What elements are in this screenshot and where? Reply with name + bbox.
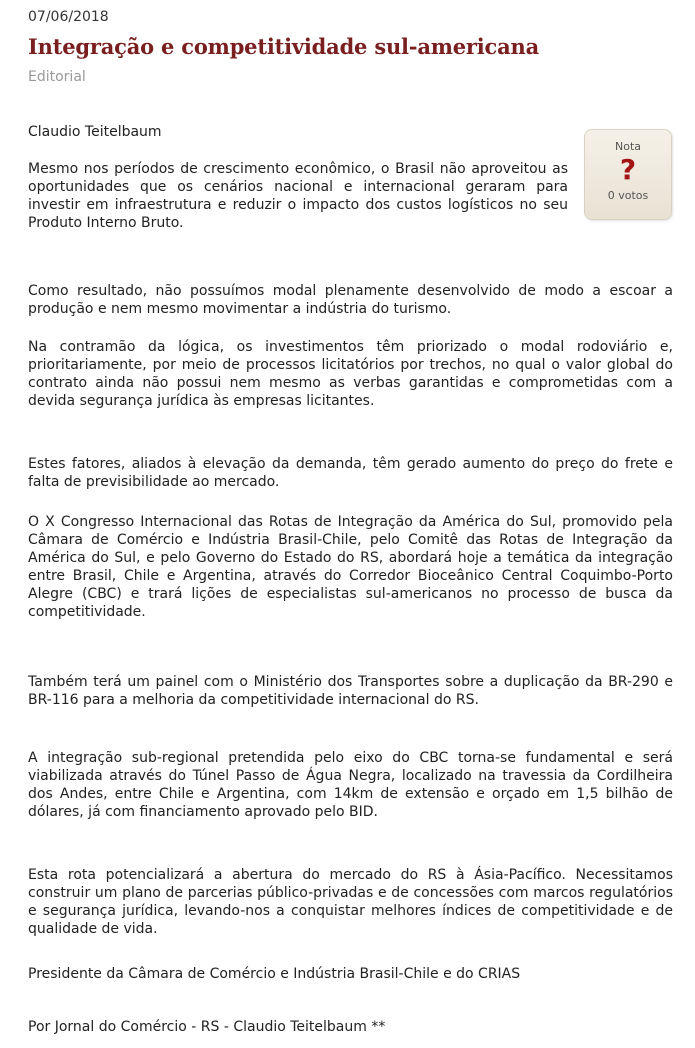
rating-box[interactable]: [584, 129, 672, 220]
rating-question-mark: ?: [619, 153, 637, 186]
article-section: Editorial: [28, 69, 86, 85]
paragraph: Mesmo nos períodos de crescimento econômico, o Brasil não aproveitou as oportunidades que os cenários nacional e internacional geraram para investir em infraestrutura e reduzir o impacto dos custos logísticos no seu Produto Interno Bruto.: [28, 161, 568, 231]
article-source: Por Jornal do Comércio - RS - Claudio Teitelbaum **: [28, 1019, 386, 1035]
paragraph: A integração sub-regional pretendida pelo eixo do CBC torna-se fundamental e será viabilizada através do Túnel Passo de Água Negra, localizado na travessia da Cordilheira dos Andes, entre Chile e Argentina, com 14km de extensão e orçado em 1,5 bilhão de dólares, já com financiamento aprovado pelo BID.: [28, 750, 673, 820]
article-title: Integração e competitividade sul-americana: [28, 34, 540, 59]
paragraph: Como resultado, não possuímos modal plenamente desenvolvido de modo a escoar a produção e nem mesmo movimentar a indústria do turismo.: [28, 283, 673, 317]
article-author: Claudio Teitelbaum: [28, 124, 162, 140]
paragraph: Esta rota potencializará a abertura do mercado do RS à Ásia-Pacífico. Necessitamos construir um plano de parcerias público-privadas e de concessões com marcos regulatórios e segurança jurídica, levando-nos a conquistar melhores índices de competitividade e de qualidade de vida.: [28, 867, 673, 937]
rating-label: Nota: [614, 140, 641, 153]
article-date: 07/06/2018: [28, 9, 109, 25]
paragraph: Também terá um painel com o Ministério dos Transportes sobre a duplicação da BR-290 e BR-116 para a melhoria da competitividade internacional do RS.: [28, 674, 673, 708]
paragraph: Estes fatores, aliados à elevação da demanda, têm gerado aumento do preço do frete e falta de previsibilidade ao mercado.: [28, 456, 673, 490]
author-credential: Presidente da Câmara de Comércio e Indústria Brasil-Chile e do CRIAS: [28, 966, 521, 982]
rating-votes: 0 votos: [607, 189, 649, 202]
paragraph: O X Congresso Internacional das Rotas de Integração da América do Sul, promovido pela Câmara de Comércio e Indústria Brasil-Chile, pelo Comitê das Rotas de Integração da América do Sul, e pelo Governo do Estado do RS, abordará hoje a temática da integração entre Brasil, Chile e Argentina, através do Corredor Bioceânico Central Coquimbo-Porto Alegre (CBC) e trará lições de especialistas sul-americanos no processo de busca da competitividade.: [28, 514, 673, 620]
paragraph: Na contramão da lógica, os investimentos têm priorizado o modal rodoviário e, prioritariamente, por meio de processos licitatórios por trechos, no qual o valor global do contrato ainda não possui nem mesmo as verbas garantidas e comprometidas com a devida segurança jurídica às empresas licitantes.: [28, 339, 673, 409]
